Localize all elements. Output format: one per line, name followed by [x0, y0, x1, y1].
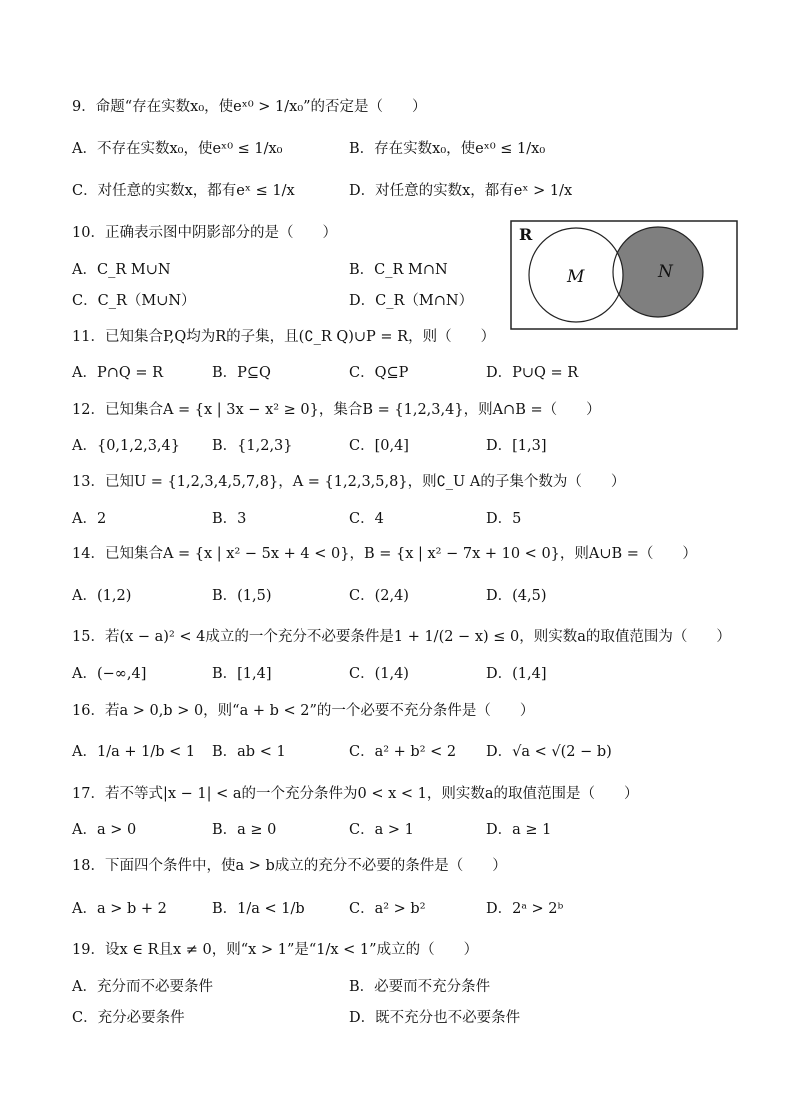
question-14-option-d: D．(4,5)	[486, 588, 547, 604]
question-14-option-c: C．(2,4)	[349, 588, 409, 604]
question-9-option-b: B．存在实数x₀，使eˣ⁰ ≤ 1/x₀	[349, 141, 546, 157]
question-18-option-a: A．a > b + 2	[72, 901, 167, 917]
universe-label: R	[519, 225, 533, 244]
venn-diagram-svg	[510, 220, 738, 330]
question-12-option-d: D．[1,3]	[486, 438, 547, 454]
question-11-stem: 11．已知集合P,Q均为R的子集，且(∁_R Q)∪P = R，则（ ）	[72, 329, 496, 345]
question-14-option-b: B．(1,5)	[212, 588, 272, 604]
question-17-option-d: D．a ≥ 1	[486, 822, 552, 838]
question-16-option-d: D．√a < √(2 − b)	[486, 744, 612, 760]
question-19-option-c: C．充分必要条件	[72, 1010, 185, 1026]
question-9-option-c: C．对任意的实数x，都有eˣ ≤ 1/x	[72, 183, 295, 199]
question-16-option-c: C．a² + b² < 2	[349, 744, 457, 760]
question-17-option-c: C．a > 1	[349, 822, 414, 838]
question-13-option-a: A．2	[72, 511, 107, 527]
question-12-option-a: A．{0,1,2,3,4}	[72, 438, 180, 454]
question-9-option-d: D．对任意的实数x，都有eˣ > 1/x	[349, 183, 573, 199]
question-9-stem: 9．命题“存在实数x₀，使eˣ⁰ > 1/x₀”的否定是（ ）	[72, 99, 427, 115]
question-19-stem: 19．设x ∈ R且x ≠ 0，则“x > 1”是“1/x < 1”成立的（ ）	[72, 942, 479, 958]
question-13-stem: 13．已知U = {1,2,3,4,5,7,8}，A = {1,2,3,5,8}，则∁_U A的子集个数为（ ）	[72, 474, 626, 490]
question-10-option-c: C．C_R（M∪N）	[72, 293, 196, 309]
question-10-option-b: B．C_R M∩N	[349, 262, 448, 278]
question-19-option-d: D．既不充分也不必要条件	[349, 1010, 521, 1026]
question-10-stem: 10．正确表示图中阴影部分的是（ ）	[72, 225, 337, 241]
set-n-label: N	[658, 262, 673, 282]
question-16-option-a: A．1/a + 1/b < 1	[72, 744, 196, 760]
question-14-stem: 14．已知集合A = {x | x² − 5x + 4 < 0}，B = {x | x² − 7x + 10 < 0}，则A∪B =（ ）	[72, 546, 697, 562]
question-17-option-a: A．a > 0	[72, 822, 137, 838]
question-15-option-a: A．(−∞,4]	[72, 666, 147, 682]
question-19-option-a: A．充分而不必要条件	[72, 979, 213, 995]
question-16-stem: 16．若a > 0,b > 0，则“a + b < 2”的一个必要不充分条件是（ ）	[72, 703, 535, 719]
question-10-option-d: D．C_R（M∩N）	[349, 293, 474, 309]
venn-diagram	[510, 220, 738, 330]
question-17-stem: 17．若不等式|x − 1| < a的一个充分条件为0 < x < 1，则实数a的取值范围是（ ）	[72, 786, 639, 802]
question-11-option-a: A．P∩Q = R	[72, 365, 164, 381]
question-18-option-b: B．1/a < 1/b	[212, 901, 305, 917]
question-14-option-a: A．(1,2)	[72, 588, 132, 604]
question-16-option-b: B．ab < 1	[212, 744, 286, 760]
question-18-stem: 18．下面四个条件中，使a > b成立的充分不必要的条件是（ ）	[72, 858, 507, 874]
question-13-option-b: B．3	[212, 511, 247, 527]
question-12-option-b: B．{1,2,3}	[212, 438, 293, 454]
question-18-option-d: D．2ᵃ > 2ᵇ	[486, 901, 564, 917]
question-15-stem: 15．若(x − a)² < 4成立的一个充分不必要条件是1 + 1/(2 − x) ≤ 0，则实数a的取值范围为（ ）	[72, 629, 731, 645]
question-11-option-c: C．Q⊆P	[349, 365, 409, 381]
question-15-option-d: D．(1,4]	[486, 666, 547, 682]
set-m-label: M	[567, 267, 585, 287]
question-18-option-c: C．a² > b²	[349, 901, 426, 917]
question-17-option-b: B．a ≥ 0	[212, 822, 277, 838]
question-13-option-d: D．5	[486, 511, 522, 527]
question-11-option-b: B．P⊆Q	[212, 365, 271, 381]
question-12-stem: 12．已知集合A = {x | 3x − x² ≥ 0}，集合B = {1,2,3,4}，则A∩B =（ ）	[72, 402, 601, 418]
question-19-option-b: B．必要而不充分条件	[349, 979, 491, 995]
question-12-option-c: C．[0,4]	[349, 438, 409, 454]
question-9-option-a: A．不存在实数x₀，使eˣ⁰ ≤ 1/x₀	[72, 141, 283, 157]
question-15-option-b: B．[1,4]	[212, 666, 272, 682]
question-13-option-c: C．4	[349, 511, 384, 527]
question-15-option-c: C．(1,4)	[349, 666, 409, 682]
question-10-option-a: A．C_R M∪N	[72, 262, 171, 278]
question-11-option-d: D．P∪Q = R	[486, 365, 579, 381]
